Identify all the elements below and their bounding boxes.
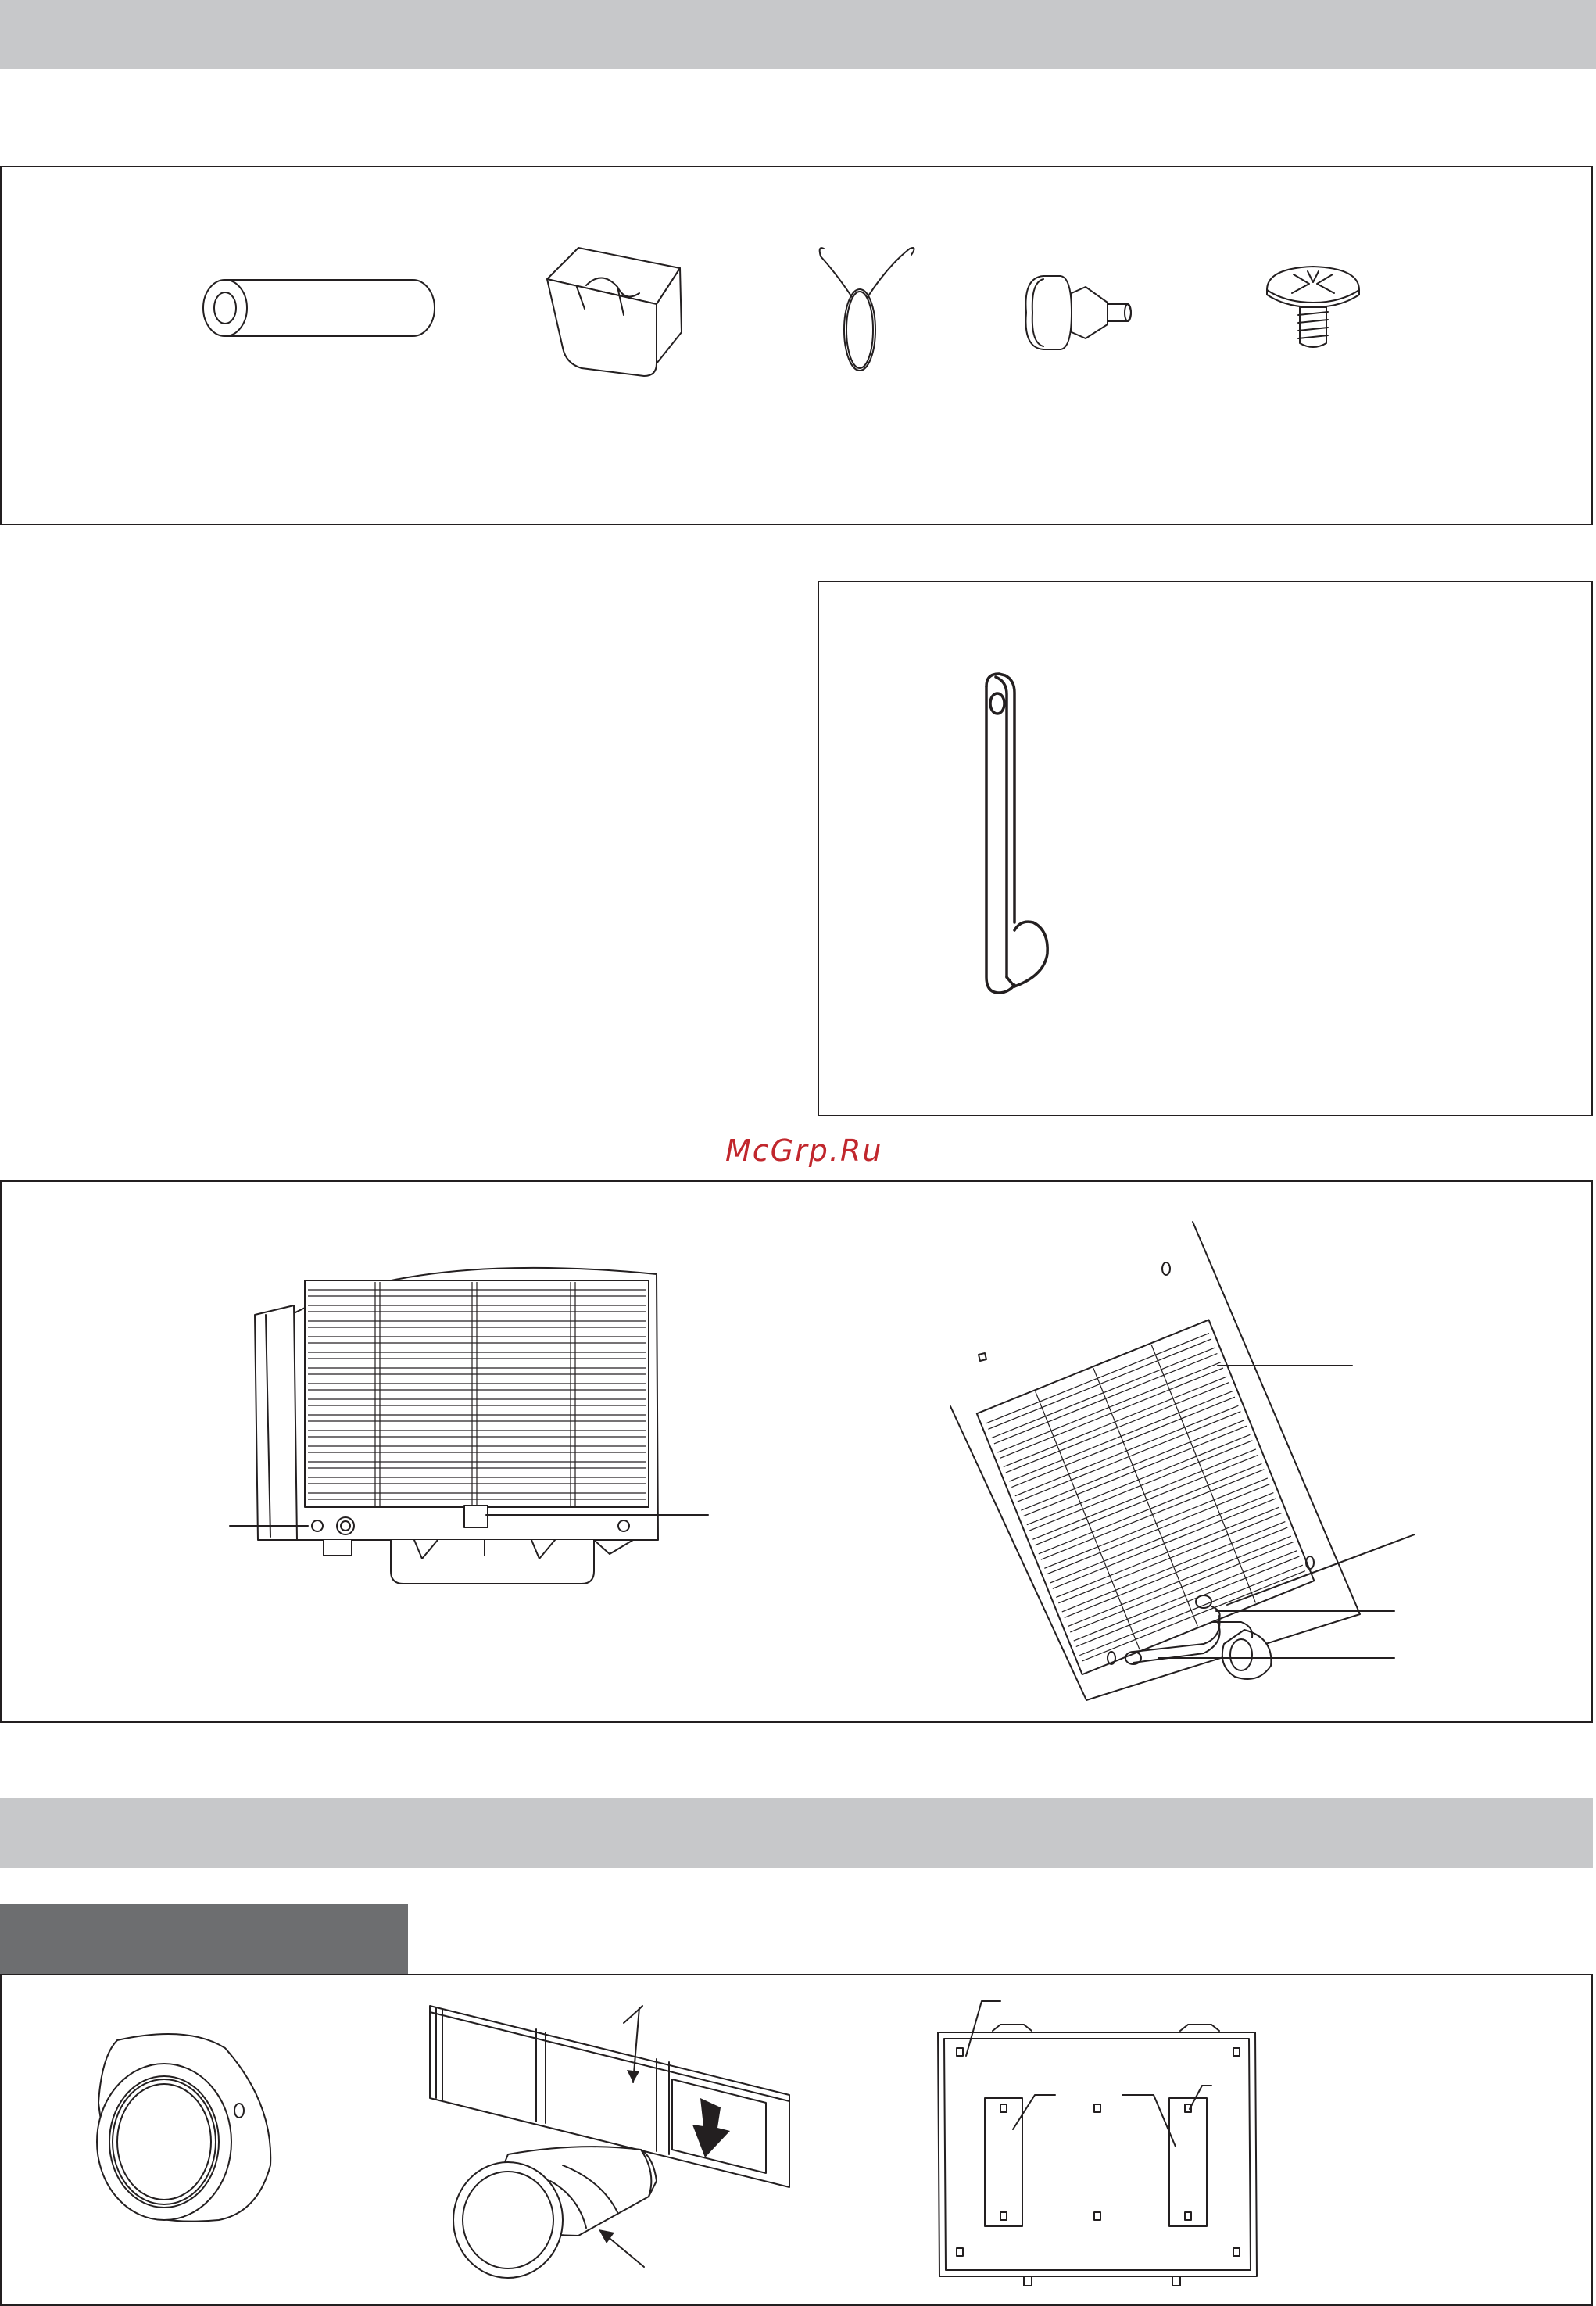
section-tab bbox=[0, 1904, 408, 1975]
watermark: McGrp.Ru bbox=[725, 1133, 883, 1168]
drain-pipe-icon bbox=[195, 274, 446, 344]
bracket-box bbox=[818, 581, 1593, 1116]
section-band bbox=[0, 1798, 1593, 1868]
exhaust-adapter-icon bbox=[86, 2025, 289, 2228]
window-slider-icon bbox=[422, 2001, 813, 2298]
rear-unit-view bbox=[227, 1243, 711, 1587]
support-bracket-illustration bbox=[969, 664, 1086, 1001]
drain-plug-icon bbox=[1020, 270, 1141, 356]
pipe-clip-icon bbox=[539, 238, 703, 379]
wire-tie-icon bbox=[813, 242, 922, 375]
tilted-grille-view bbox=[946, 1216, 1430, 1700]
screw-icon bbox=[1262, 262, 1364, 356]
header-band bbox=[0, 0, 1596, 69]
window-panel-icon bbox=[922, 1993, 1266, 2298]
